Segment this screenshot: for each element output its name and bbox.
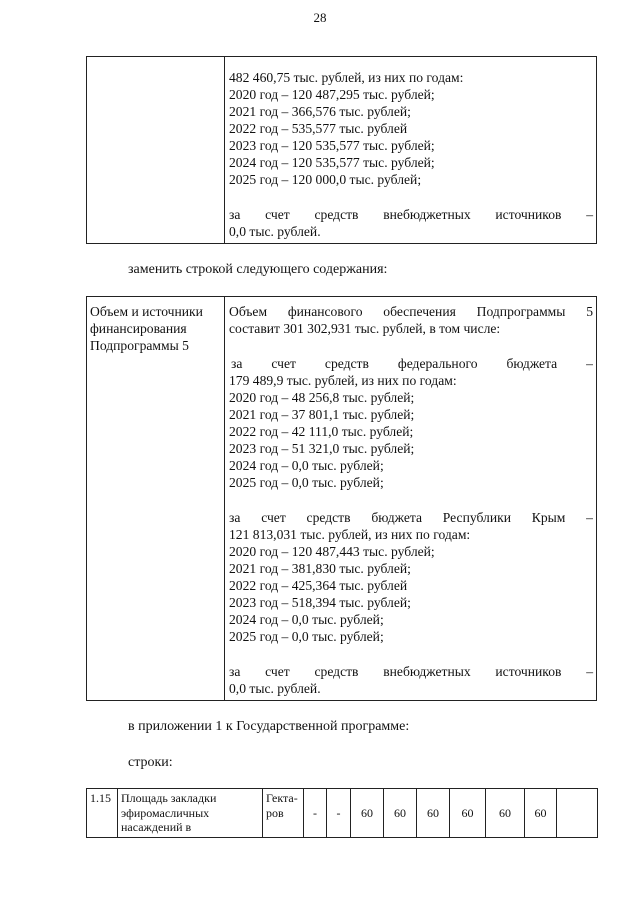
row-value: - — [304, 789, 327, 838]
word: счет — [271, 356, 296, 371]
page-number: 28 — [313, 10, 327, 25]
word: обеспечения — [383, 304, 456, 319]
word: средств — [324, 356, 369, 371]
federal-line: 2022 год – 42 111,0 тыс. рублей; — [229, 424, 414, 439]
word: 5 — [586, 304, 593, 319]
crimea-line: 2021 год – 381,830 тыс. рублей; — [229, 561, 411, 576]
rows-text: строки: — [128, 755, 173, 770]
table-top-line: 2025 год – 120 000,0 тыс. рублей; — [229, 172, 422, 187]
row-name — [118, 789, 263, 838]
left-cell-line: финансирования — [90, 321, 187, 336]
intro-line-2: составит 301 302,931 тыс. рублей, в том числе: — [229, 321, 501, 336]
word: за — [231, 356, 243, 371]
word: средств — [314, 207, 359, 222]
federal-line: 2025 год – 0,0 тыс. рублей; — [229, 475, 384, 490]
word: за — [229, 207, 241, 222]
table-top-divider — [224, 56, 225, 244]
table-new-divider — [224, 296, 225, 701]
left-cell-line: Подпрограммы 5 — [90, 338, 189, 353]
word: средств — [306, 510, 351, 525]
word: Крым — [531, 510, 566, 525]
word: счет — [265, 664, 290, 679]
word: источников — [495, 207, 562, 222]
word: Подпрограммы — [476, 304, 566, 319]
word: финансового — [287, 304, 363, 319]
row-value — [557, 789, 598, 838]
table-top-line: 2020 год – 120 487,295 тыс. рублей; — [229, 87, 435, 102]
word: за — [229, 664, 241, 679]
crimea-line: 2020 год – 120 487,443 тыс. рублей; — [229, 544, 435, 559]
crimea-line: 2022 год – 425,364 тыс. рублей — [229, 578, 408, 593]
table-top-line: 2021 год – 366,576 тыс. рублей; — [229, 104, 411, 119]
crimea-line: 2024 год – 0,0 тыс. рублей; — [229, 612, 384, 627]
crimea-line: 121 813,031 тыс. рублей, из них по годам: — [229, 527, 471, 542]
word: федерального — [397, 356, 478, 371]
row-name-line: насаждений в — [121, 820, 192, 834]
word: – — [586, 207, 593, 222]
row-value: - — [327, 789, 351, 838]
federal-line: 2023 год – 51 321,0 тыс. рублей; — [229, 441, 415, 456]
row-name-line: эфиромасличных — [121, 805, 210, 820]
word: внебюджетных — [383, 207, 471, 222]
word: Объем — [229, 304, 268, 319]
word: бюджета — [506, 356, 558, 371]
federal-heading-line — [231, 355, 593, 372]
federal-line: 2024 год – 0,0 тыс. рублей; — [229, 458, 384, 473]
crimea-line: 2023 год – 518,394 тыс. рублей; — [229, 595, 411, 610]
word: счет — [265, 207, 290, 222]
crimea-line: 2025 год – 0,0 тыс. рублей; — [229, 629, 384, 644]
indicator-table — [86, 788, 598, 838]
word: Республики — [442, 510, 511, 525]
row-value: 60 — [450, 789, 486, 838]
word: внебюджетных — [383, 664, 471, 679]
left-cell-line: Объем и источники — [90, 304, 203, 319]
table-top-line: 482 460,75 тыс. рублей, из них по годам: — [229, 70, 464, 85]
extrabudget-value: 0,0 тыс. рублей. — [229, 681, 321, 696]
row-value: 60 — [525, 789, 557, 838]
table-row — [87, 789, 598, 838]
row-unit-line: Гекта- — [266, 791, 298, 805]
word: бюджета — [371, 510, 423, 525]
row-name-line: Площадь закладки — [121, 791, 217, 805]
replace-text: заменить строкой следующего содержания: — [128, 262, 388, 277]
word: – — [586, 510, 593, 525]
crimea-heading-line — [229, 509, 593, 526]
table-top-extrabudget-line — [229, 206, 593, 223]
row-number: 1.15 — [87, 789, 118, 838]
row-value: 60 — [417, 789, 450, 838]
table-top-line: 2022 год – 535,577 тыс. рублей — [229, 121, 408, 136]
table-top-line: 2024 год – 120 535,577 тыс. рублей; — [229, 155, 435, 170]
row-value: 60 — [486, 789, 525, 838]
word: – — [586, 356, 593, 371]
extrabudget-heading-line — [229, 663, 593, 680]
intro-line — [229, 303, 593, 320]
word: – — [586, 664, 593, 679]
federal-line: 2021 год – 37 801,1 тыс. рублей; — [229, 407, 415, 422]
table-top-line: 2023 год – 120 535,577 тыс. рублей; — [229, 138, 435, 153]
row-value: 60 — [351, 789, 384, 838]
row-unit-line: ров — [266, 805, 284, 820]
table-top-extrabudget-value: 0,0 тыс. рублей. — [229, 224, 321, 239]
federal-line: 179 489,9 тыс. рублей, из них по годам: — [229, 373, 457, 388]
federal-line: 2020 год – 48 256,8 тыс. рублей; — [229, 390, 415, 405]
word: средств — [314, 664, 359, 679]
row-unit — [263, 789, 304, 838]
word: источников — [495, 664, 562, 679]
row-value: 60 — [384, 789, 417, 838]
word: счет — [261, 510, 286, 525]
word: за — [229, 510, 241, 525]
appendix-text: в приложении 1 к Государственной программе: — [128, 719, 410, 734]
